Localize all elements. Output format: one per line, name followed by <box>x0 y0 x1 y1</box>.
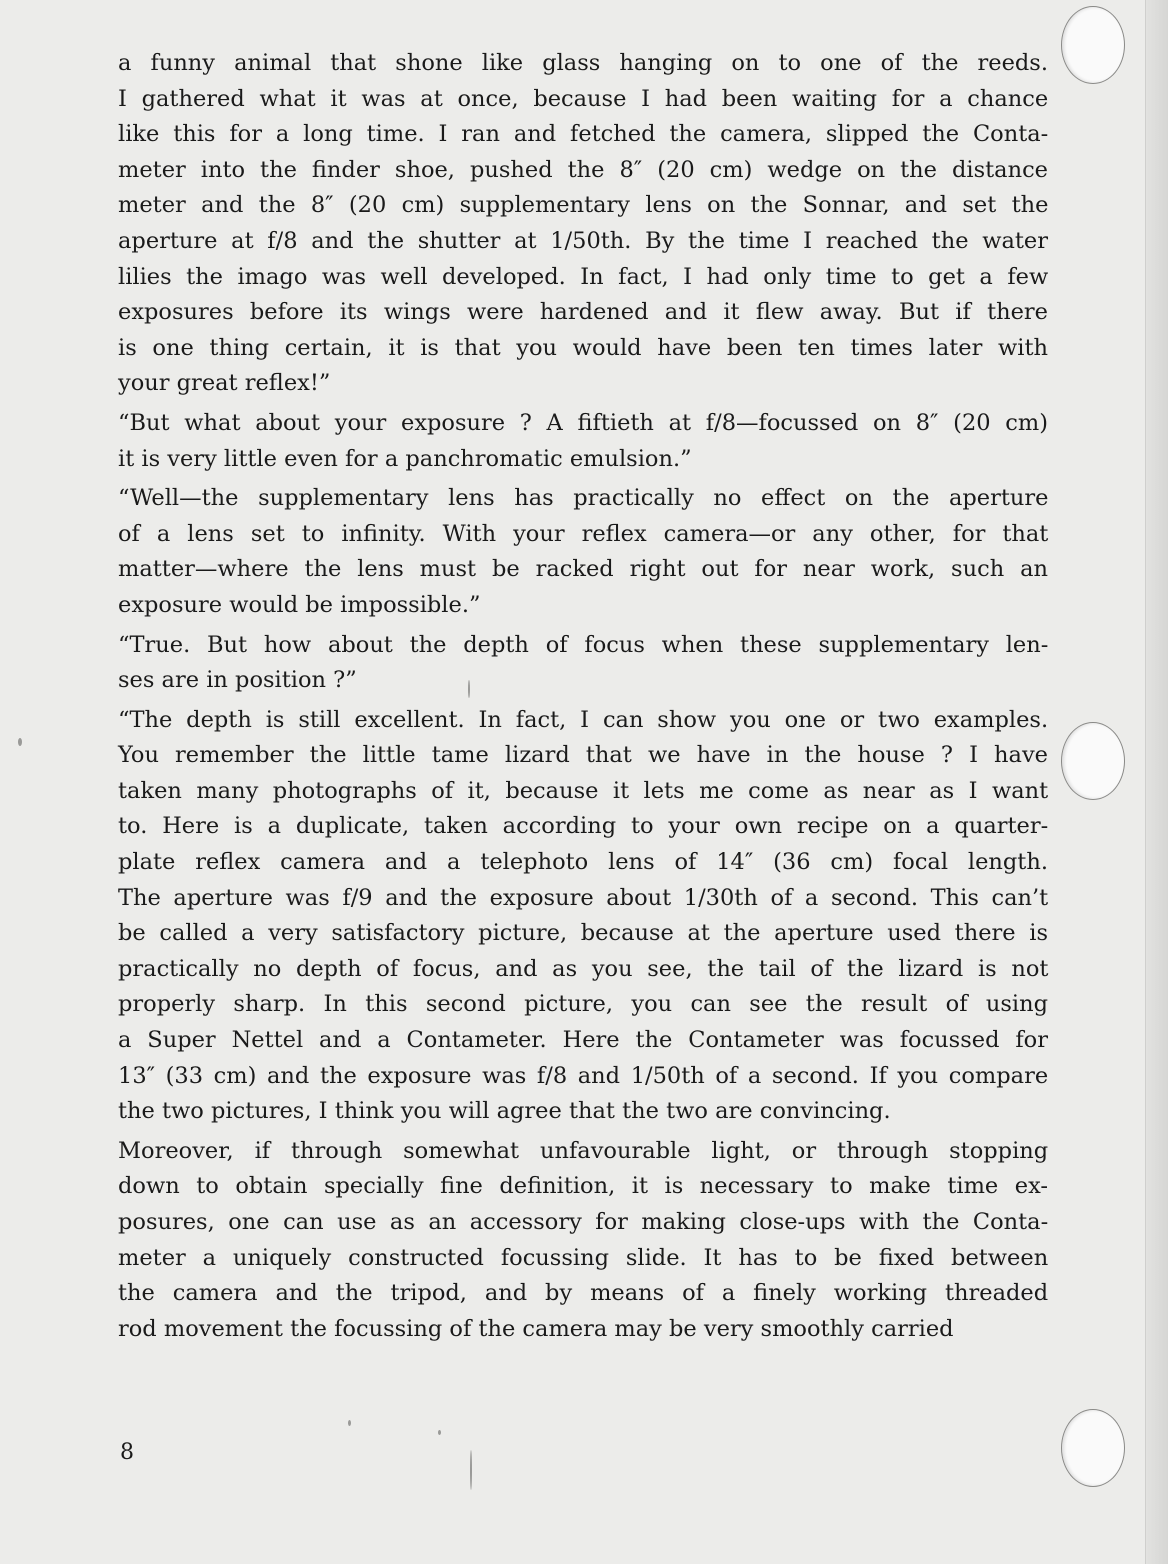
text-line: You remember the little tame lizard that we have in the house ? I have <box>118 742 1048 769</box>
text-line: your great reflex!” <box>118 370 331 397</box>
paragraph <box>118 46 1048 402</box>
paragraph <box>118 703 1048 1130</box>
punch-hole-top <box>1061 6 1125 84</box>
text-line: matter—where the lens must be racked right out for near work, such an <box>118 556 1048 583</box>
paper-speck <box>18 738 22 746</box>
text-line: The aperture was f/9 and the exposure about 1/30th of a second. This can’t <box>118 884 1049 911</box>
paragraph <box>118 628 1048 699</box>
paper-speck <box>438 1430 441 1435</box>
text-line: lilies the imago was well developed. In fact, I had only time to get a few <box>118 263 1049 290</box>
text-line: meter a uniquely constructed focussing slide. It has to be fixed between <box>118 1244 1049 1271</box>
text-line: plate reflex camera and a telephoto lens of 14″ (36 cm) focal length. <box>118 849 1048 876</box>
punch-hole-bottom <box>1061 1409 1125 1487</box>
paper-speck <box>348 1420 351 1426</box>
paper-speck <box>470 1450 472 1490</box>
body-text <box>118 46 1048 1351</box>
text-line: to. Here is a duplicate, taken according to your own recipe on a quarter- <box>118 813 1049 840</box>
page-number: 8 <box>120 1440 134 1465</box>
text-line: “Well—the supplementary lens has practically no effect on the aperture <box>118 485 1049 512</box>
text-line: Moreover, if through somewhat unfavourable light, or through stopping <box>118 1137 1049 1164</box>
text-line: exposures before its wings were hardened and it flew away. But if there <box>118 299 1048 326</box>
punch-hole-middle <box>1061 722 1125 800</box>
text-line: properly sharp. In this second picture, you can see the result of using <box>118 991 1048 1018</box>
text-line: “True. But how about the depth of focus when these supplementary len- <box>118 631 1049 658</box>
text-line: a Super Nettel and a Contameter. Here the Contameter was focussed for <box>118 1027 1048 1054</box>
text-line: exposure would be impossible.” <box>118 591 481 618</box>
text-line: down to obtain specially fine definition, it is necessary to make time ex- <box>118 1173 1048 1200</box>
paragraph <box>118 481 1048 623</box>
text-line: the camera and the tripod, and by means of a finely working threaded <box>118 1280 1049 1307</box>
paragraph <box>118 406 1048 477</box>
text-line: I gathered what it was at once, because I had been waiting for a chance <box>118 85 1049 112</box>
text-line: is one thing certain, it is that you would have been ten times later with <box>118 334 1048 361</box>
text-line: meter and the 8″ (20 cm) supplementary lens on the Sonnar, and set the <box>118 192 1049 219</box>
text-line: “The depth is still excellent. In fact, I can show you one or two examples. <box>118 706 1049 733</box>
text-line: ses are in position ?” <box>118 667 357 694</box>
text-line: a funny animal that shone like glass hanging on to one of the reeds. <box>118 50 1048 76</box>
text-line: rod movement the focussing of the camera may be very smoothly carried <box>118 1315 954 1342</box>
paragraph <box>118 1134 1048 1348</box>
text-line: of a lens set to infinity. With your reflex camera—or any other, for that <box>118 520 1049 547</box>
text-line: taken many photographs of it, because it lets me come as near as I want <box>118 777 1049 804</box>
page-edge-shadow <box>1145 0 1168 1564</box>
text-line: it is very little even for a panchromatic emulsion.” <box>118 445 692 472</box>
text-line: 13″ (33 cm) and the exposure was f/8 and 1/50th of a second. If you compare <box>118 1062 1049 1089</box>
text-line: meter into the finder shoe, pushed the 8″ (20 cm) wedge on the distance <box>118 156 1048 183</box>
text-line: the two pictures, I think you will agree that the two are convincing. <box>118 1098 891 1125</box>
text-line: like this for a long time. I ran and fetched the camera, slipped the Conta- <box>118 121 1049 148</box>
text-line: practically no depth of focus, and as you see, the tail of the lizard is not <box>118 955 1049 982</box>
text-line: aperture at f/8 and the shutter at 1/50th. By the time I reached the water <box>118 227 1048 254</box>
text-line: posures, one can use as an accessory for making close-ups with the Conta- <box>118 1209 1049 1235</box>
text-line: be called a very satisfactory picture, because at the aperture used there is <box>118 920 1048 947</box>
text-line: “But what about your exposure ? A fiftieth at f/8—focussed on 8″ (20 cm) <box>118 409 1048 436</box>
